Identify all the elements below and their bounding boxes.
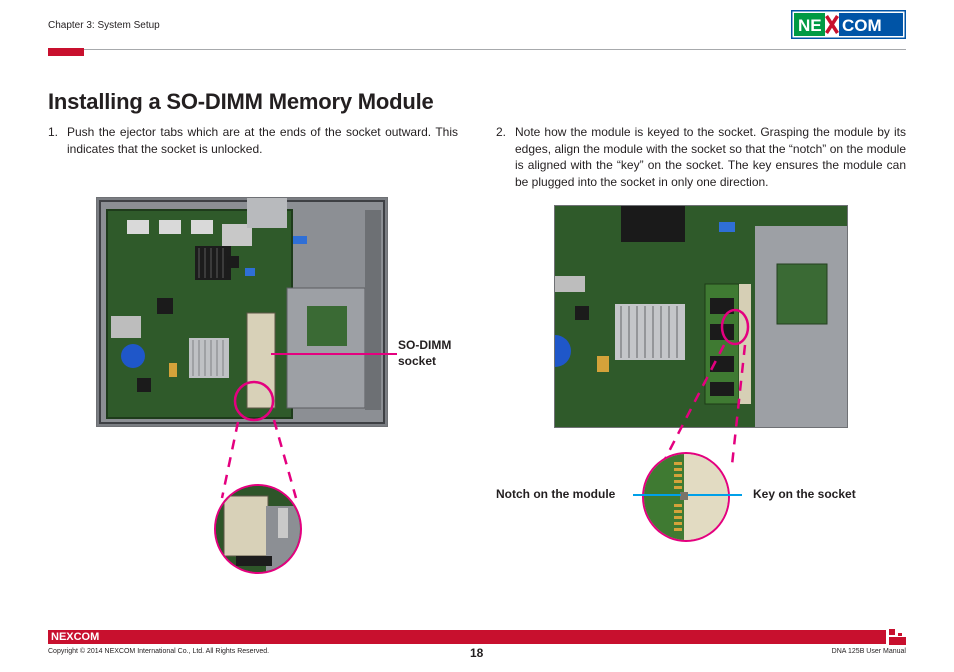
key-pointer-line [688, 494, 742, 496]
footer-squares [889, 629, 906, 645]
sodimm-label-line1: SO-DIMM [398, 338, 452, 352]
right-zoom-detail [642, 452, 730, 542]
step-2-number: 2. [496, 125, 507, 139]
notch-pointer-line [633, 494, 681, 496]
sodimm-label-line2: socket [398, 354, 437, 368]
chapter-header: Chapter 3: System Setup [48, 20, 160, 31]
step-1-text: Push the ejector tabs which are at the ends of the socket outward. This indicates that the socket is unlocked. [67, 125, 458, 156]
step-2 [496, 124, 906, 194]
step-2-text: Note how the module is keyed to the socket. Grasping the module by its edges, align the module with the socket so that the “notch” on the module is aligned with the “key” on the socket. The key ensures the module can be plugged into the socket in only one direction. [515, 125, 906, 189]
left-zoom-detail [214, 484, 302, 574]
header-accent-bar [48, 48, 84, 56]
step-1 [48, 124, 458, 164]
sodimm-leader-line [271, 353, 397, 355]
footer-bar [48, 630, 886, 644]
nexcom-logo [791, 10, 906, 39]
footer-logo: NEXCOM [51, 631, 100, 643]
svg-text:NE: NE [798, 16, 822, 35]
svg-text:COM: COM [842, 16, 882, 35]
copyright-text: Copyright © 2014 NEXCOM International Co., Ltd. All Rights Reserved. [48, 648, 270, 655]
key-label: Key on the socket [753, 487, 856, 501]
page-title: Installing a SO-DIMM Memory Module [48, 89, 434, 114]
page-number: 18 [470, 646, 484, 660]
manual-name: DNA 125B User Manual [831, 648, 906, 655]
notch-label: Notch on the module [496, 487, 616, 501]
step-1-number: 1. [48, 125, 59, 139]
header-rule [84, 49, 906, 50]
